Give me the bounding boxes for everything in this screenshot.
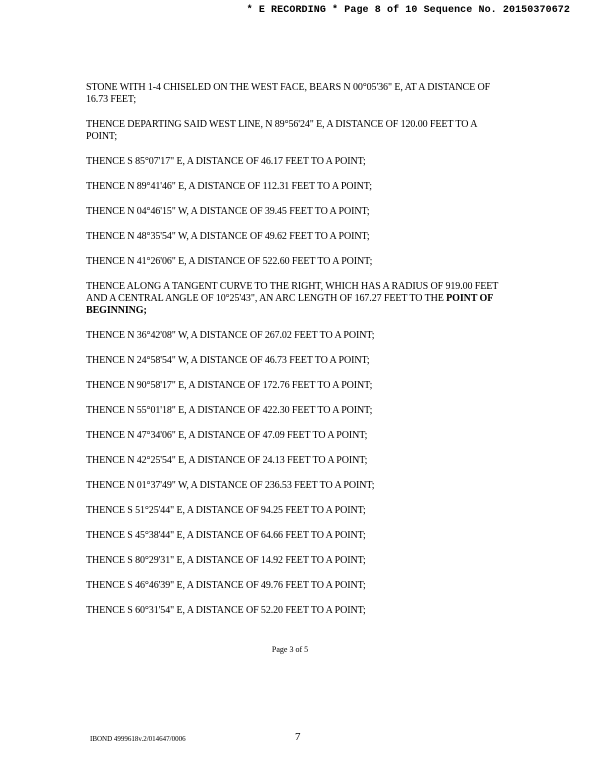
description-paragraph: THENCE S 85°07'17" E, A DISTANCE OF 46.17 FEET TO A POINT;: [86, 156, 366, 167]
description-paragraph: THENCE N 41°26'06" E, A DISTANCE OF 522.60 FEET TO A POINT;: [86, 256, 373, 267]
description-paragraph: THENCE N 48°35'54" W, A DISTANCE OF 49.62 FEET TO A POINT;: [86, 231, 370, 242]
document-code: IBOND 4999618v.2/014647/0006: [90, 735, 186, 743]
description-paragraph: STONE WITH 1-4 CHISELED ON THE WEST FACE, BEARS N 00°05'36" E, AT A DISTANCE OF 16.73 FEET;: [86, 82, 491, 105]
course-line: THENCE N 24°58'54" W, A DISTANCE OF 46.73 FEET TO A POINT;: [86, 355, 370, 366]
curve-paragraph: [86, 281, 506, 317]
recording-header: * E RECORDING * Page 8 of 10 Sequence No. 20150370672: [246, 5, 570, 16]
course-line: THENCE N 36°42'08" W, A DISTANCE OF 267.02 FEET TO A POINT;: [86, 330, 375, 341]
course-line: THENCE S 80°29'31" E, A DISTANCE OF 14.92 FEET TO A POINT;: [86, 555, 366, 566]
course-line: THENCE N 42°25'54" E, A DISTANCE OF 24.13 FEET TO A POINT;: [86, 455, 368, 466]
page-of-label: Page 3 of 5: [271, 645, 309, 654]
curve-text: THENCE ALONG A TANGENT CURVE TO THE RIGHT, WHICH HAS A RADIUS OF 919.00 FEET AND A CENTRAL ANGLE OF 10°25'43", AN ARC LENGTH OF 167.27 FEET TO THE: [86, 281, 499, 304]
course-line: THENCE N 90°58'17" E, A DISTANCE OF 172.76 FEET TO A POINT;: [86, 380, 373, 391]
course-line: THENCE N 01°37'49" W, A DISTANCE OF 236.53 FEET TO A POINT;: [86, 480, 375, 491]
course-line: THENCE S 51°25'44" E, A DISTANCE OF 94.25 FEET TO A POINT;: [86, 505, 366, 516]
course-line: THENCE N 55°01'18" E, A DISTANCE OF 422.30 FEET TO A POINT;: [86, 405, 373, 416]
course-line: THENCE N 47°34'06" E, A DISTANCE OF 47.09 FEET TO A POINT;: [86, 430, 368, 441]
course-line: THENCE S 46°46'39" E, A DISTANCE OF 49.76 FEET TO A POINT;: [86, 580, 366, 591]
course-line: THENCE S 60°31'54" E, A DISTANCE OF 52.20 FEET TO A POINT;: [86, 605, 366, 616]
point-of-beginning: POINT OF BEGINNING;: [86, 293, 493, 316]
description-paragraph: THENCE N 89°41'46" E, A DISTANCE OF 112.31 FEET TO A POINT;: [86, 181, 372, 192]
description-paragraph: THENCE N 04°46'15" W, A DISTANCE OF 39.45 FEET TO A POINT;: [86, 206, 370, 217]
page-number: 7: [295, 731, 301, 743]
legal-description: [86, 82, 506, 630]
course-line: THENCE S 45°38'44" E, A DISTANCE OF 64.66 FEET TO A POINT;: [86, 530, 366, 541]
description-paragraph: THENCE DEPARTING SAID WEST LINE, N 89°56'24" E, A DISTANCE OF 120.00 FEET TO A POINT;: [86, 119, 477, 142]
